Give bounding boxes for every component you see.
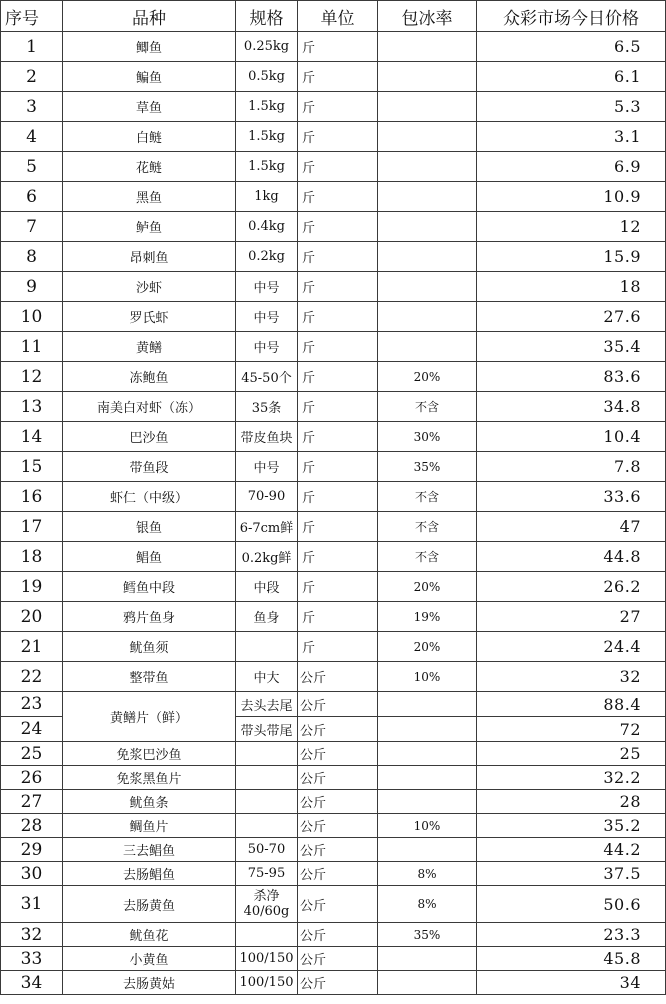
cell-spec: 70-90 xyxy=(236,482,298,512)
table-row xyxy=(1,542,666,572)
cell-name: 花鲢 xyxy=(63,152,236,182)
cell-ice-rate: 35% xyxy=(378,452,477,482)
cell-price: 18 xyxy=(477,272,666,302)
cell-ice-rate xyxy=(378,971,477,995)
table-row xyxy=(1,332,666,362)
cell-ice-rate xyxy=(378,92,477,122)
cell-ice-rate: 20% xyxy=(378,572,477,602)
cell-spec: 杀净40/60g xyxy=(236,886,298,923)
cell-ice-rate xyxy=(378,62,477,92)
cell-unit: 斤 xyxy=(298,92,378,122)
cell-price: 44.2 xyxy=(477,838,666,862)
cell-no: 16 xyxy=(1,482,63,512)
cell-name: 鱿鱼条 xyxy=(63,790,236,814)
cell-name: 银鱼 xyxy=(63,512,236,542)
table-row xyxy=(1,572,666,602)
cell-unit: 斤 xyxy=(298,212,378,242)
table-row xyxy=(1,814,666,838)
cell-unit: 斤 xyxy=(298,152,378,182)
cell-price: 3.1 xyxy=(477,122,666,152)
cell-unit: 斤 xyxy=(298,632,378,662)
table-row xyxy=(1,272,666,302)
cell-no: 10 xyxy=(1,302,63,332)
header-no: 序号 xyxy=(1,1,63,32)
cell-no: 28 xyxy=(1,814,63,838)
cell-name: 鲷鱼片 xyxy=(63,814,236,838)
cell-no: 24 xyxy=(1,717,63,742)
cell-name: 去肠黄鱼 xyxy=(63,886,236,923)
cell-price: 23.3 xyxy=(477,923,666,947)
cell-name: 鲫鱼 xyxy=(63,32,236,62)
cell-no: 13 xyxy=(1,392,63,422)
cell-price: 7.8 xyxy=(477,452,666,482)
cell-ice-rate xyxy=(378,122,477,152)
cell-unit: 斤 xyxy=(298,272,378,302)
cell-unit: 斤 xyxy=(298,32,378,62)
cell-unit: 公斤 xyxy=(298,947,378,971)
cell-no: 5 xyxy=(1,152,63,182)
table-row xyxy=(1,742,666,766)
cell-name: 去肠黄姑 xyxy=(63,971,236,995)
cell-price: 35.2 xyxy=(477,814,666,838)
cell-ice-rate: 35% xyxy=(378,923,477,947)
cell-spec: 中大 xyxy=(236,662,298,692)
cell-no: 31 xyxy=(1,886,63,923)
table-row xyxy=(1,182,666,212)
table-row xyxy=(1,692,666,717)
cell-spec: 0.4kg xyxy=(236,212,298,242)
cell-no: 14 xyxy=(1,422,63,452)
cell-unit: 斤 xyxy=(298,332,378,362)
cell-unit: 公斤 xyxy=(298,923,378,947)
cell-price: 6.9 xyxy=(477,152,666,182)
cell-spec: 中号 xyxy=(236,332,298,362)
table-row xyxy=(1,242,666,272)
cell-price: 26.2 xyxy=(477,572,666,602)
header-row xyxy=(1,1,666,32)
table-row xyxy=(1,422,666,452)
cell-ice-rate: 不含 xyxy=(378,482,477,512)
cell-price: 10.4 xyxy=(477,422,666,452)
header-unit: 单位 xyxy=(298,1,378,32)
cell-price: 32.2 xyxy=(477,766,666,790)
cell-unit: 公斤 xyxy=(298,886,378,923)
table-row xyxy=(1,302,666,332)
cell-unit: 斤 xyxy=(298,302,378,332)
header-name: 品种 xyxy=(63,1,236,32)
cell-ice-rate xyxy=(378,242,477,272)
cell-name: 沙虾 xyxy=(63,272,236,302)
cell-ice-rate xyxy=(378,212,477,242)
cell-price: 27 xyxy=(477,602,666,632)
cell-name: 鸦片鱼身 xyxy=(63,602,236,632)
cell-name: 免浆黑鱼片 xyxy=(63,766,236,790)
cell-name: 南美白对虾（冻） xyxy=(63,392,236,422)
cell-spec xyxy=(236,632,298,662)
cell-price: 28 xyxy=(477,790,666,814)
table-row xyxy=(1,862,666,886)
cell-name: 整带鱼 xyxy=(63,662,236,692)
cell-no: 25 xyxy=(1,742,63,766)
table-row xyxy=(1,482,666,512)
table-row xyxy=(1,838,666,862)
cell-spec: 中号 xyxy=(236,302,298,332)
cell-price: 45.8 xyxy=(477,947,666,971)
table-row xyxy=(1,790,666,814)
cell-price: 10.9 xyxy=(477,182,666,212)
cell-ice-rate xyxy=(378,182,477,212)
cell-name: 鳕鱼中段 xyxy=(63,572,236,602)
cell-spec: 1.5kg xyxy=(236,122,298,152)
cell-name: 冻鲍鱼 xyxy=(63,362,236,392)
cell-ice-rate: 不含 xyxy=(378,542,477,572)
cell-name: 黄鳝片（鲜） xyxy=(63,692,236,742)
cell-no: 32 xyxy=(1,923,63,947)
cell-ice-rate: 10% xyxy=(378,814,477,838)
cell-no: 15 xyxy=(1,452,63,482)
cell-ice-rate xyxy=(378,332,477,362)
cell-ice-rate xyxy=(378,272,477,302)
cell-spec: 中段 xyxy=(236,572,298,602)
cell-unit: 斤 xyxy=(298,602,378,632)
cell-no: 12 xyxy=(1,362,63,392)
cell-ice-rate xyxy=(378,766,477,790)
cell-unit: 公斤 xyxy=(298,742,378,766)
cell-unit: 斤 xyxy=(298,572,378,602)
cell-price: 24.4 xyxy=(477,632,666,662)
cell-ice-rate xyxy=(378,302,477,332)
cell-spec: 中号 xyxy=(236,272,298,302)
cell-ice-rate xyxy=(378,947,477,971)
cell-no: 8 xyxy=(1,242,63,272)
cell-name: 罗氏虾 xyxy=(63,302,236,332)
cell-ice-rate xyxy=(378,152,477,182)
table-row xyxy=(1,971,666,995)
cell-unit: 公斤 xyxy=(298,862,378,886)
table-row xyxy=(1,512,666,542)
table-row xyxy=(1,212,666,242)
cell-no: 20 xyxy=(1,602,63,632)
cell-price: 44.8 xyxy=(477,542,666,572)
cell-name: 鲈鱼 xyxy=(63,212,236,242)
table-row xyxy=(1,766,666,790)
table-row xyxy=(1,62,666,92)
cell-spec: 带头带尾 xyxy=(236,717,298,742)
cell-ice-rate: 不含 xyxy=(378,392,477,422)
cell-unit: 公斤 xyxy=(298,717,378,742)
cell-name: 小黄鱼 xyxy=(63,947,236,971)
cell-price: 83.6 xyxy=(477,362,666,392)
table-row xyxy=(1,632,666,662)
cell-ice-rate: 19% xyxy=(378,602,477,632)
cell-no: 2 xyxy=(1,62,63,92)
cell-spec: 1kg xyxy=(236,182,298,212)
cell-ice-rate xyxy=(378,32,477,62)
cell-ice-rate xyxy=(378,790,477,814)
cell-no: 9 xyxy=(1,272,63,302)
cell-price: 47 xyxy=(477,512,666,542)
cell-spec: 0.2kg xyxy=(236,242,298,272)
cell-price: 5.3 xyxy=(477,92,666,122)
cell-unit: 斤 xyxy=(298,542,378,572)
cell-unit: 斤 xyxy=(298,362,378,392)
cell-name: 去肠鲳鱼 xyxy=(63,862,236,886)
cell-spec: 鱼身 xyxy=(236,602,298,632)
cell-ice-rate xyxy=(378,742,477,766)
cell-unit: 公斤 xyxy=(298,838,378,862)
table-row xyxy=(1,947,666,971)
cell-price: 6.1 xyxy=(477,62,666,92)
cell-no: 17 xyxy=(1,512,63,542)
cell-spec: 0.2kg鲜 xyxy=(236,542,298,572)
cell-price: 15.9 xyxy=(477,242,666,272)
cell-name: 鱿鱼须 xyxy=(63,632,236,662)
cell-name: 昂刺鱼 xyxy=(63,242,236,272)
cell-unit: 斤 xyxy=(298,482,378,512)
cell-no: 3 xyxy=(1,92,63,122)
cell-no: 11 xyxy=(1,332,63,362)
cell-spec: 35条 xyxy=(236,392,298,422)
cell-name: 巴沙鱼 xyxy=(63,422,236,452)
cell-unit: 斤 xyxy=(298,182,378,212)
cell-name: 免浆巴沙鱼 xyxy=(63,742,236,766)
header-price: 众彩市场今日价格 xyxy=(477,1,666,32)
cell-price: 12 xyxy=(477,212,666,242)
cell-spec: 0.25kg xyxy=(236,32,298,62)
cell-ice-rate: 10% xyxy=(378,662,477,692)
cell-unit: 公斤 xyxy=(298,692,378,717)
cell-name: 带鱼段 xyxy=(63,452,236,482)
cell-no: 21 xyxy=(1,632,63,662)
cell-spec: 100/150 xyxy=(236,971,298,995)
cell-no: 19 xyxy=(1,572,63,602)
cell-spec xyxy=(236,790,298,814)
cell-spec: 中号 xyxy=(236,452,298,482)
cell-unit: 斤 xyxy=(298,122,378,152)
cell-price: 72 xyxy=(477,717,666,742)
table-row xyxy=(1,152,666,182)
cell-unit: 公斤 xyxy=(298,662,378,692)
cell-ice-rate: 8% xyxy=(378,862,477,886)
cell-name: 鱿鱼花 xyxy=(63,923,236,947)
cell-no: 29 xyxy=(1,838,63,862)
cell-ice-rate: 8% xyxy=(378,886,477,923)
cell-name: 鲳鱼 xyxy=(63,542,236,572)
cell-spec: 45-50个 xyxy=(236,362,298,392)
cell-no: 33 xyxy=(1,947,63,971)
cell-ice-rate xyxy=(378,692,477,717)
cell-price: 34 xyxy=(477,971,666,995)
cell-spec: 100/150 xyxy=(236,947,298,971)
cell-name: 草鱼 xyxy=(63,92,236,122)
cell-unit: 公斤 xyxy=(298,790,378,814)
header-ice-rate: 包冰率 xyxy=(378,1,477,32)
cell-no: 7 xyxy=(1,212,63,242)
cell-unit: 公斤 xyxy=(298,971,378,995)
cell-spec: 75-95 xyxy=(236,862,298,886)
cell-name: 黄鳝 xyxy=(63,332,236,362)
cell-price: 25 xyxy=(477,742,666,766)
cell-no: 26 xyxy=(1,766,63,790)
cell-unit: 斤 xyxy=(298,62,378,92)
cell-no: 34 xyxy=(1,971,63,995)
cell-no: 23 xyxy=(1,692,63,717)
cell-spec xyxy=(236,814,298,838)
cell-name: 虾仁（中级） xyxy=(63,482,236,512)
cell-price: 35.4 xyxy=(477,332,666,362)
table-row xyxy=(1,602,666,632)
cell-no: 1 xyxy=(1,32,63,62)
cell-price: 50.6 xyxy=(477,886,666,923)
cell-ice-rate: 20% xyxy=(378,632,477,662)
cell-ice-rate: 20% xyxy=(378,362,477,392)
cell-name: 三去鲳鱼 xyxy=(63,838,236,862)
cell-spec: 1.5kg xyxy=(236,152,298,182)
cell-name: 黑鱼 xyxy=(63,182,236,212)
table-row xyxy=(1,886,666,923)
cell-no: 22 xyxy=(1,662,63,692)
cell-spec xyxy=(236,923,298,947)
cell-price: 32 xyxy=(477,662,666,692)
table-row xyxy=(1,92,666,122)
cell-ice-rate xyxy=(378,717,477,742)
cell-spec: 带皮鱼块 xyxy=(236,422,298,452)
cell-unit: 斤 xyxy=(298,392,378,422)
cell-no: 4 xyxy=(1,122,63,152)
header-spec: 规格 xyxy=(236,1,298,32)
table-row xyxy=(1,392,666,422)
cell-unit: 斤 xyxy=(298,422,378,452)
cell-spec: 0.5kg xyxy=(236,62,298,92)
table-row xyxy=(1,32,666,62)
cell-unit: 斤 xyxy=(298,242,378,272)
cell-no: 6 xyxy=(1,182,63,212)
cell-price: 88.4 xyxy=(477,692,666,717)
cell-spec xyxy=(236,766,298,790)
cell-spec: 6-7cm鲜 xyxy=(236,512,298,542)
cell-no: 30 xyxy=(1,862,63,886)
table-row xyxy=(1,452,666,482)
cell-price: 34.8 xyxy=(477,392,666,422)
cell-price: 27.6 xyxy=(477,302,666,332)
cell-unit: 公斤 xyxy=(298,766,378,790)
table-row xyxy=(1,662,666,692)
cell-price: 37.5 xyxy=(477,862,666,886)
cell-unit: 斤 xyxy=(298,452,378,482)
table-row xyxy=(1,122,666,152)
cell-ice-rate: 30% xyxy=(378,422,477,452)
cell-spec: 50-70 xyxy=(236,838,298,862)
table-row xyxy=(1,362,666,392)
cell-no: 27 xyxy=(1,790,63,814)
cell-spec: 1.5kg xyxy=(236,92,298,122)
cell-ice-rate xyxy=(378,838,477,862)
cell-name: 鳊鱼 xyxy=(63,62,236,92)
cell-no: 18 xyxy=(1,542,63,572)
cell-spec xyxy=(236,742,298,766)
cell-unit: 斤 xyxy=(298,512,378,542)
cell-price: 6.5 xyxy=(477,32,666,62)
cell-ice-rate: 不含 xyxy=(378,512,477,542)
cell-unit: 公斤 xyxy=(298,814,378,838)
cell-price: 33.6 xyxy=(477,482,666,512)
cell-name: 白鲢 xyxy=(63,122,236,152)
cell-spec: 去头去尾 xyxy=(236,692,298,717)
table-row xyxy=(1,923,666,947)
